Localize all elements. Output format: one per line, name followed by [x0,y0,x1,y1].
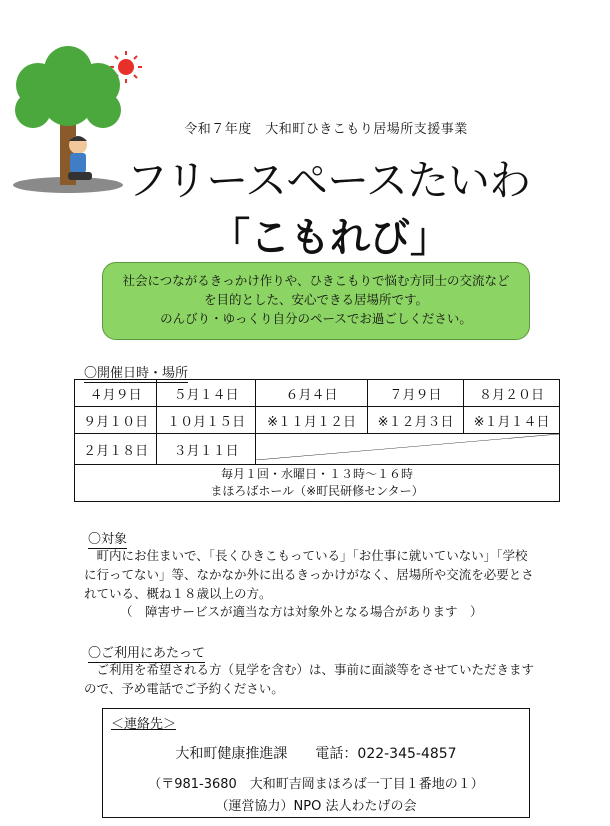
contact-label: ＜連絡先＞ [111,717,177,732]
usage-text [84,660,554,698]
nickname-title: 「こもれび」 [210,215,450,261]
intro-line: 社会につながるきっかけ作りや、ひきこもりで悩む方同士の交流など [122,273,510,288]
page-title: フリースペースたいわ [125,156,531,205]
usage-heading: 〇ご利用にあたって [88,642,205,663]
table-row [75,434,560,465]
table-row [75,465,560,502]
date-cell: ※１２月３日 [368,407,464,434]
intro-line: のんびり・ゆっくり自分のペースでお過ごしください。 [160,311,472,326]
date-cell: ８月２０日 [464,380,560,407]
date-cell: ※１１月１２日 [255,407,367,434]
date-cell: ※１月１４日 [464,407,560,434]
table-row [75,380,560,407]
contact-box [102,708,530,818]
target-heading: 〇対象 [88,528,127,549]
contact-organization: （運営協力）NPO 法人わたげの会 [215,799,417,814]
target-note: （ 障害サービスが適当な方は対象外となる場合があります ） [120,604,483,619]
project-subtitle: 令和７年度 大和町ひきこもり居場所支援事業 [184,122,468,137]
date-cell: ４月９日 [75,380,157,407]
schedule-place: まほろばホール（※町民研修センター） [210,484,424,498]
date-cell: ７月９日 [368,380,464,407]
date-cell: ９月１０日 [75,407,157,434]
text-line: ご利用を希望される方（見学を含む）は、事前に面談等をさせていただきます [84,662,535,677]
empty-cell [255,434,559,465]
contact-address: （〒981-3680 大和町吉岡まほろば一丁目１番地の１） [148,777,484,792]
intro-line: を目的とした、安心できる居場所です。 [203,292,428,307]
time-place-cell [75,465,560,502]
person-icon [68,136,92,180]
text-line: 町内にお住まいで、「長くひきこもっている」「お仕事に就いていない」「学校 [84,548,528,563]
text-line: ので、予め電話でご予約ください。 [84,681,284,696]
date-cell: ２月１８日 [75,434,157,465]
date-cell: １０月１５日 [157,407,256,434]
table-row [75,407,560,434]
schedule-heading: 〇開催日時・場所 [84,362,188,383]
intro-box [102,262,530,340]
date-cell: ５月１４日 [157,380,256,407]
date-cell: ６月４日 [255,380,367,407]
contact-department-phone: 大和町健康推進課 電話：022-345-4857 [175,746,457,762]
schedule-time: 毎月１回・水曜日・１３時～１６時 [220,467,413,481]
diagonal-line [256,434,559,460]
text-line: れている、概ね１８歳以上の方。 [84,586,272,601]
text-line: に行ってない」等、なかなか外に出るきっかけがなく、居場所や交流を必要とさ [84,567,534,582]
date-cell: ３月１１日 [157,434,256,465]
schedule-table [74,379,560,502]
target-text [84,546,554,603]
